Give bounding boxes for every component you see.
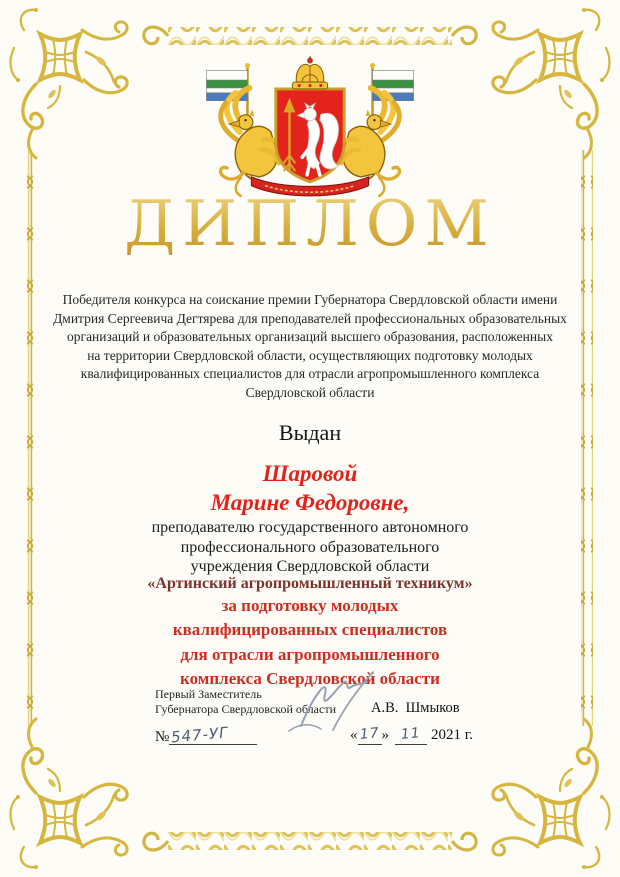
date-day-underline: [358, 727, 382, 745]
diploma-date-row: [350, 727, 473, 745]
recipient-position-line: преподавателю государственного автономного: [151, 519, 469, 536]
recipient-surname: Шаровой: [262, 461, 358, 486]
number-label: №: [155, 729, 170, 745]
date-close-quote: »: [381, 727, 389, 743]
number-handwritten-value: 547-УГ: [170, 723, 230, 747]
institution-name: «Артинский агропромышленный техникум»: [147, 575, 473, 592]
recipient-position-block: [0, 518, 620, 577]
award-description-line: Победителя конкурса на соискание премии Губернатора Свердловской области имени: [62, 292, 558, 307]
diploma-title-text: ДИПЛОМ: [124, 187, 496, 260]
award-description-paragraph: [0, 291, 620, 402]
date-month-handwritten: 11: [400, 725, 422, 743]
award-description-line: Свердловской области: [245, 384, 375, 400]
date-open-quote: «: [350, 727, 358, 743]
issued-label: Выдан: [278, 420, 342, 445]
achievement-line: комплекса Свердловской области: [180, 669, 440, 689]
official-title-line: Первый Заместитель: [155, 687, 262, 701]
recipient-position-line: профессионального образовательного: [180, 538, 440, 556]
official-name: А.В. Шмыков: [371, 700, 460, 716]
recipient-position-line: учреждения Свердловской области: [190, 558, 430, 575]
recipient-given-names: Марине Федоровне,: [210, 490, 410, 515]
award-description-line: организаций и образовательных организаций высшего образования, расположенных: [67, 329, 553, 344]
date-day-handwritten: 17: [358, 725, 380, 743]
award-description-line: Дмитрия Сергеевича Дегтярева для преподавателей профессиональных образовательных: [53, 310, 567, 326]
handwritten-signature: [283, 660, 443, 735]
diploma-number-row: [155, 723, 257, 747]
date-month-underline: [395, 727, 427, 745]
award-description-line: квалифицированных специалистов для отрасли агропромышленного комплекса: [80, 366, 540, 381]
recipient-name: [0, 459, 620, 517]
official-title-line: Губернатора Свердловской области: [155, 701, 336, 716]
date-year: 2021 г.: [431, 727, 473, 743]
sverdlovsk-coat-of-arms-icon: [183, 54, 437, 204]
award-description-line: на территории Свердловской области, осуществляющих подготовку молодых: [87, 347, 533, 363]
achievement-line: квалифицированных специалистов: [172, 620, 448, 640]
number-underline: [169, 723, 257, 747]
diploma-title: [0, 187, 620, 260]
achievement-line: для отрасли агропромышленного: [180, 644, 440, 664]
achievement-line: за подготовку молодых: [221, 596, 399, 615]
